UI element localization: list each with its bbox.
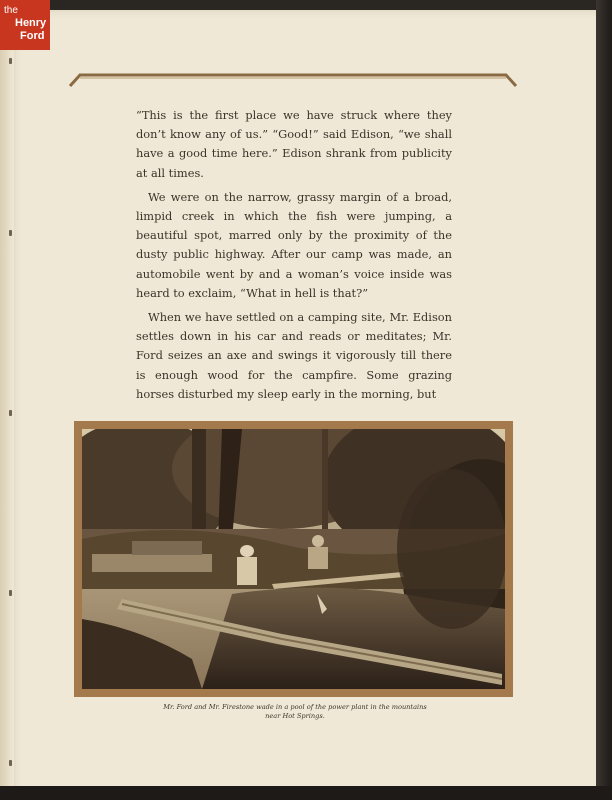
- caption-line-2: near Hot Springs.: [265, 712, 325, 720]
- paragraph: We were on the narrow, grassy margin of a broad, limpid creek in which the fish were jumping, a beautiful spot, marred only by the proximity of the dusty public highway. After our camp was made, an automobile went by and a woman’s voice inside was heard to exclaim, “What in hell is that?”: [136, 189, 452, 300]
- book-edge-right: [596, 0, 612, 800]
- paragraph: “This is the first place we have struck where they don’t know any of us.” “Good!” said Edison, “we shall have a good time here.” Edison shrank from publicity at all times.: [136, 108, 452, 180]
- logo-text-the: the: [4, 5, 18, 16]
- binding-stitch: [9, 58, 12, 64]
- the-henry-ford-logo: [0, 0, 50, 50]
- photo-illustration: [82, 429, 505, 689]
- binding-stitch: [9, 590, 12, 596]
- body-text: [136, 106, 452, 409]
- page-gutter: [0, 0, 14, 800]
- binding-stitch: [9, 760, 12, 766]
- binding-stitch: [9, 410, 12, 416]
- paragraph: When we have settled on a camping site, Mr. Edison settles down in his car and reads or meditates; Mr. Ford seizes an axe and swings it vigorously till there is enough wood for the campfire. Some grazing horses disturbed my sleep early in the morning, but: [136, 310, 452, 401]
- photo-caption: [110, 703, 480, 721]
- book-edge-bottom: [0, 786, 612, 800]
- logo-text-henry: Henry: [15, 17, 47, 29]
- logo-text-ford: Ford: [20, 30, 45, 42]
- decorative-header-rule: [68, 70, 518, 88]
- binding-stitch: [9, 230, 12, 236]
- creek-photograph: [82, 429, 505, 689]
- caption-line-1: Mr. Ford and Mr. Firestone wade in a pool of the power plant in the mountains: [163, 703, 427, 711]
- photo-frame: [74, 421, 513, 697]
